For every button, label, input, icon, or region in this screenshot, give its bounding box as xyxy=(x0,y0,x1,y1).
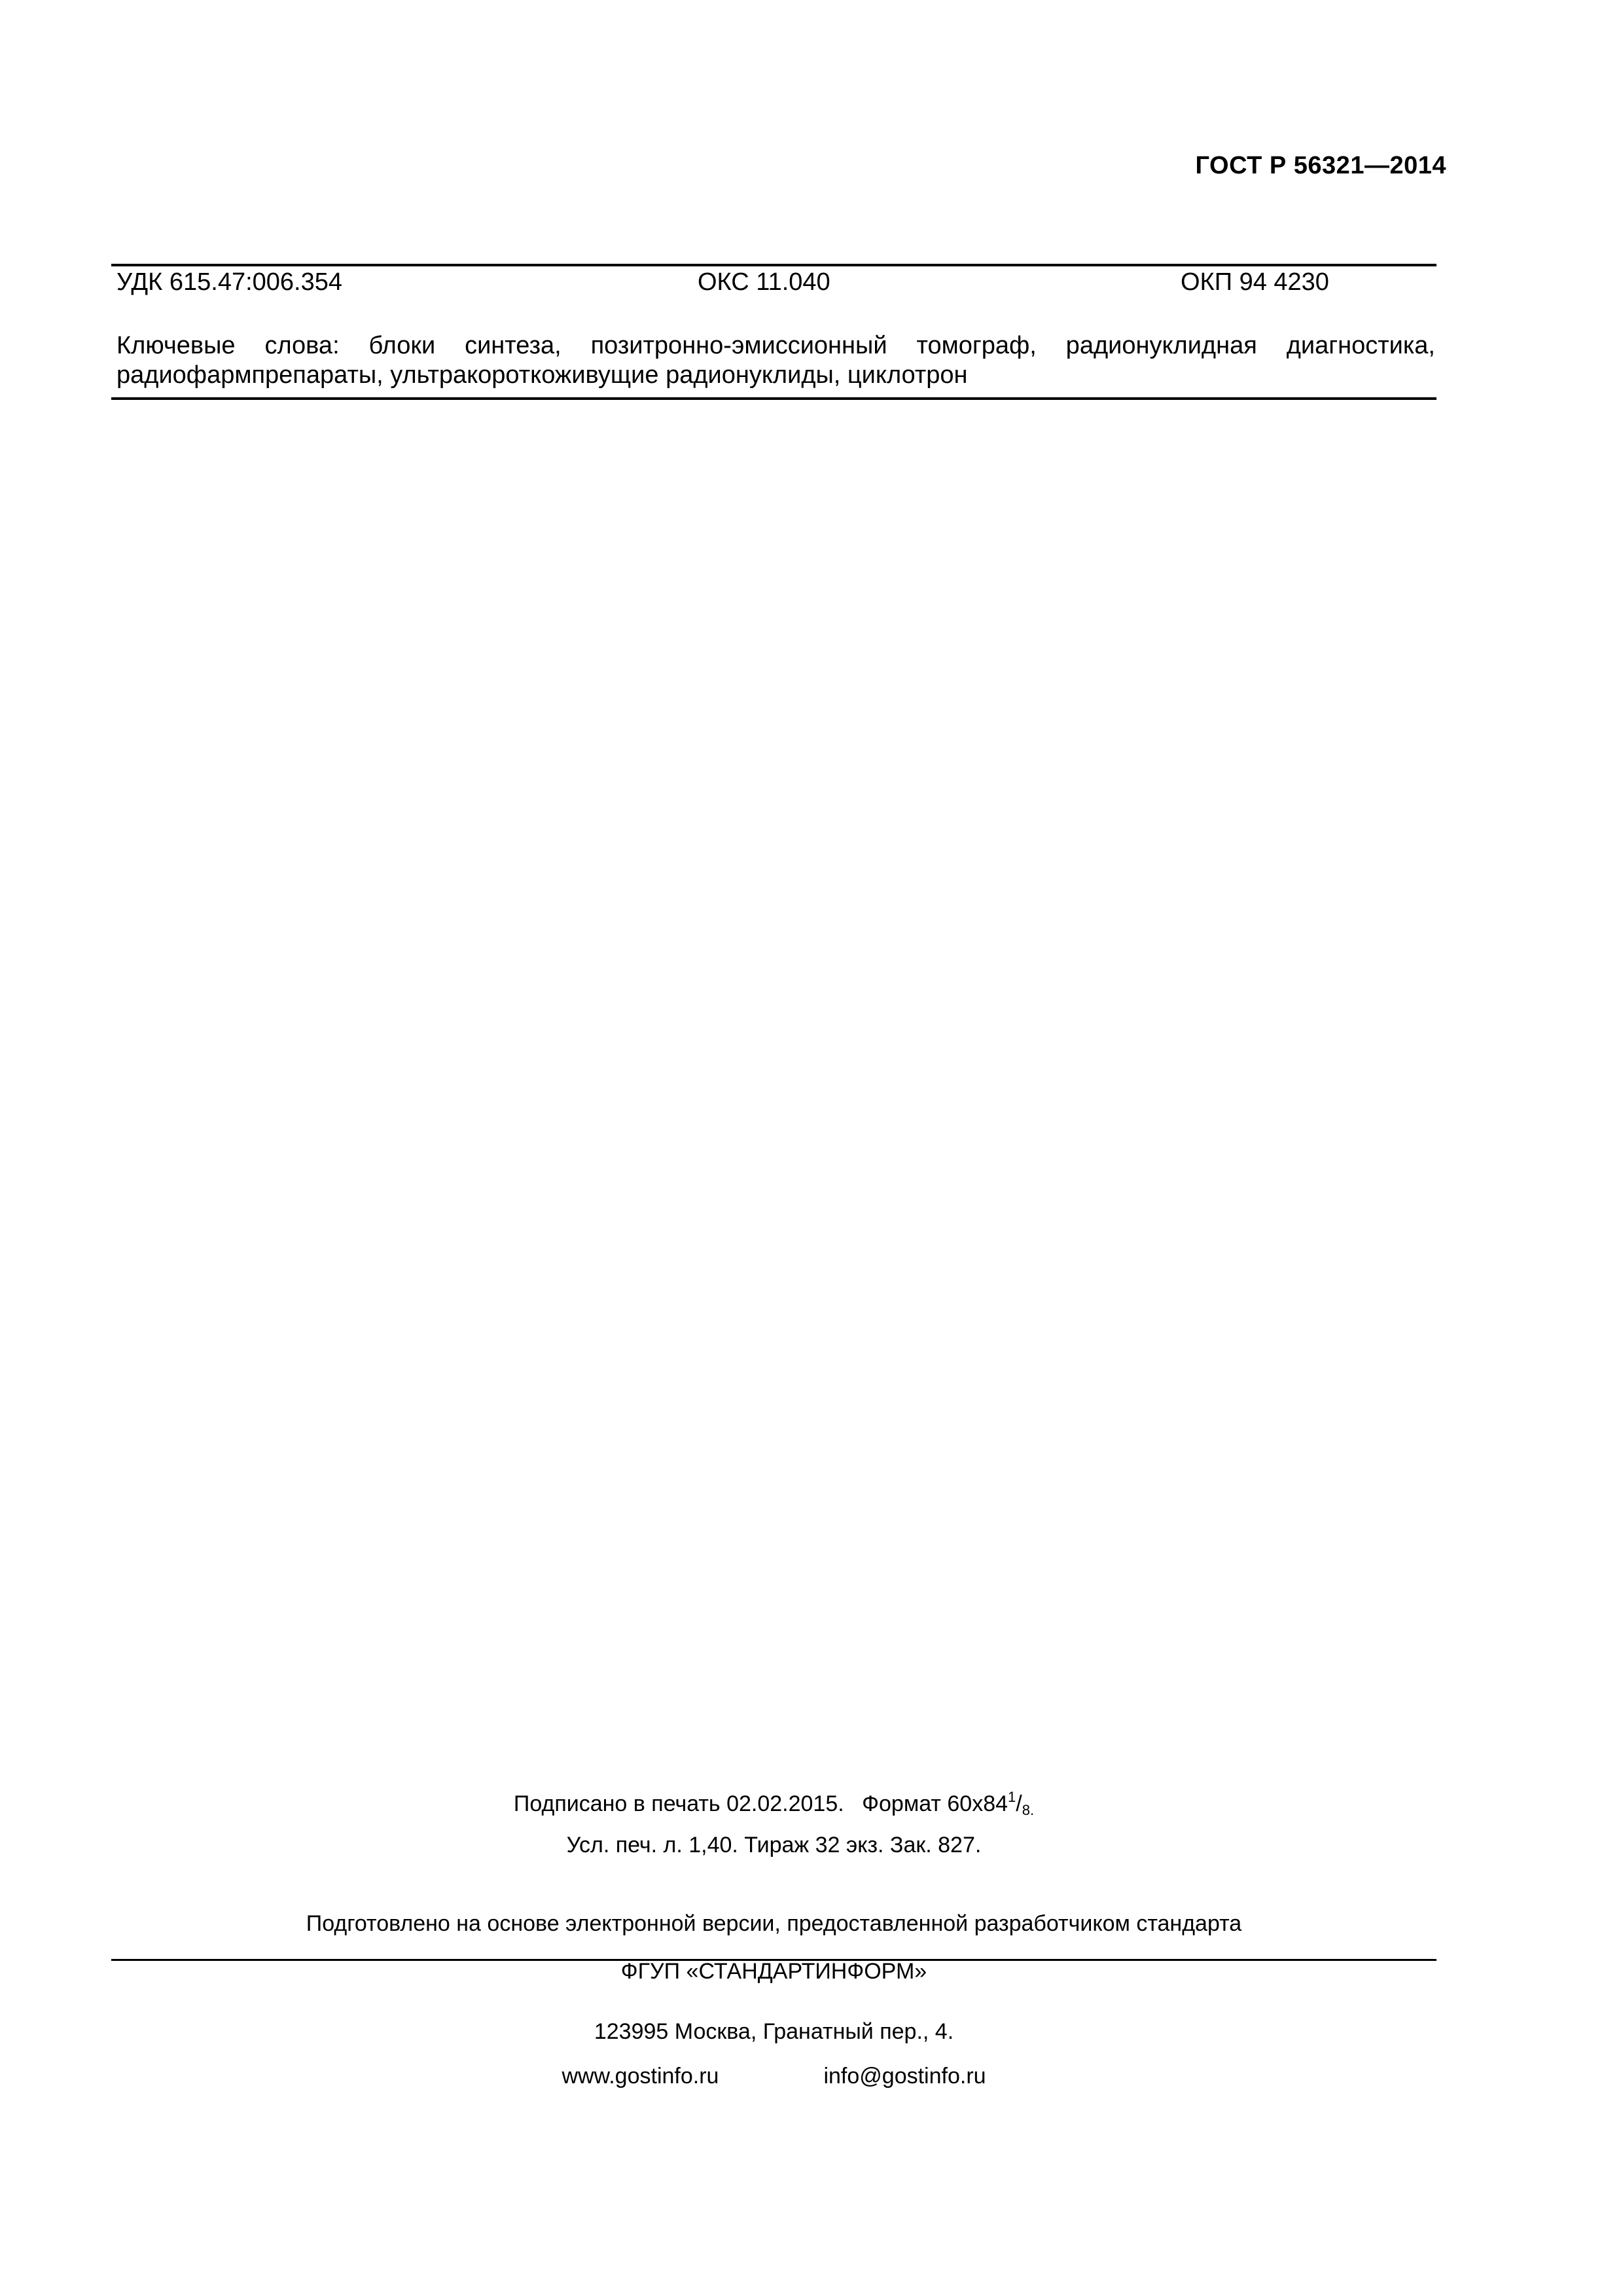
okp-code: ОКП 94 4230 xyxy=(1181,268,1329,296)
oks-code: ОКС 11.040 xyxy=(698,268,830,296)
paper-format-end: . xyxy=(1029,1802,1035,1818)
publisher-contacts xyxy=(111,2064,1436,2089)
keywords-line-2: радиофармпрепараты, ультракороткоживущие радионуклиды, циклотрон xyxy=(116,361,968,389)
signed-line xyxy=(111,1789,1436,1819)
print-info: Усл. печ. л. 1,40. Тираж 32 экз. Зак. 827. xyxy=(566,1833,982,1857)
prepared-note: Подготовлено на основе электронной версии, предоставленной разработчиком стандарта xyxy=(306,1911,1242,1936)
classification-top-rule xyxy=(111,264,1436,266)
keywords-bottom-rule xyxy=(111,397,1436,400)
document-code: ГОСТ Р 56321—2014 xyxy=(1195,152,1446,179)
keywords-block xyxy=(116,331,1435,390)
keywords-line-1: Ключевые слова: блоки синтеза, позитронно-эмиссионный томограф, радионуклидная диагностика, xyxy=(116,332,1435,359)
classification-row xyxy=(116,268,1436,301)
email-link[interactable]: info@gostinfo.ru xyxy=(823,2064,986,2089)
paper-format-numerator: 1 xyxy=(1008,1789,1016,1805)
paper-format-prefix: Формат 60x84 xyxy=(862,1791,1008,1816)
paper-format-denominator: 8 xyxy=(1022,1802,1030,1818)
udk-code: УДК 615.47:006.354 xyxy=(116,268,343,296)
paper-format: Формат $60x84^1/_{8.}$ xyxy=(862,1789,1035,1818)
website-link[interactable]: www.gostinfo.ru xyxy=(562,2064,719,2089)
signed-date: Подписано в печать 02.02.2015. xyxy=(513,1791,844,1816)
publisher-name: ФГУП «СТАНДАРТИНФОРМ» xyxy=(620,1959,927,1984)
publisher-address: 123995 Москва, Гранатный пер., 4. xyxy=(594,2019,954,2044)
